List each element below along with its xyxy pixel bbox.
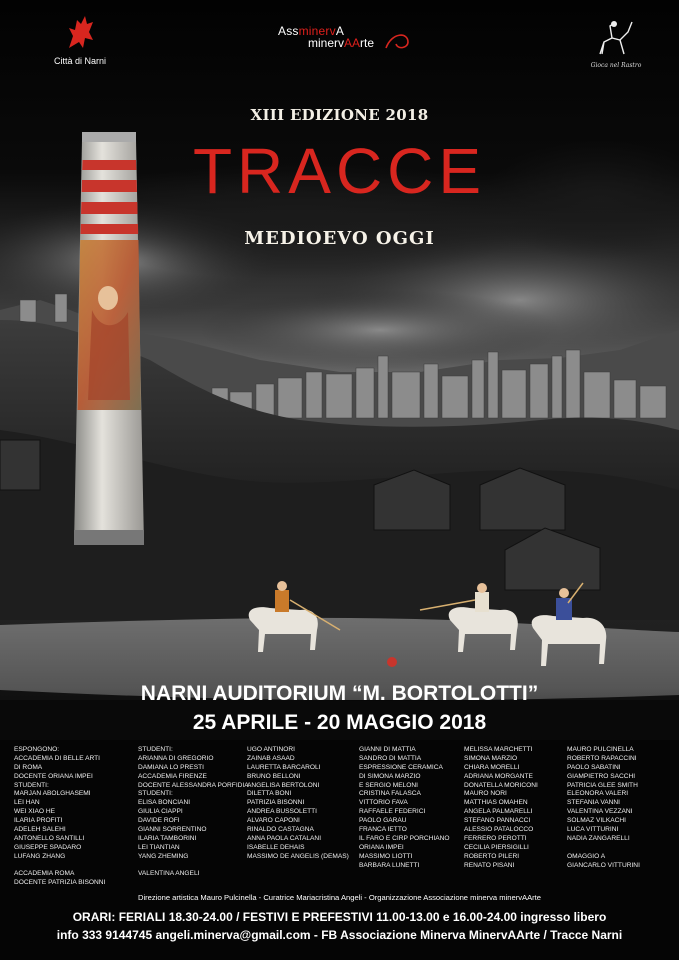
list-item: ZAINAB ASAAD [247, 754, 295, 762]
list-item: ORIANA IMPEI [359, 843, 404, 851]
logo-text-minerv-red: minerv [298, 24, 336, 38]
list-item: LUFANG ZHANG [14, 852, 66, 860]
list-item: GIUSEPPE SPADARO [14, 843, 82, 851]
list-item: SANDRO DI MATTIA [359, 754, 422, 762]
rider-sketch-icon [594, 18, 638, 58]
list-item: DOCENTE ORIANA IMPEI [14, 772, 93, 780]
list-item: DI ROMA [14, 763, 43, 771]
list-item: ISABELLE DEHAIS [247, 843, 305, 851]
list-item: LEI TIANTIAN [138, 843, 180, 851]
logo-text-ass: Ass [278, 24, 299, 38]
list-item: ACCADEMIA DI BELLE ARTI [14, 754, 100, 762]
list-item: MELISSA MARCHETTI [464, 746, 533, 753]
edition-label: XIII EDIZIONE 2018 [250, 106, 429, 124]
list-item: IL FARO E CIRP PORCHIANO [359, 834, 450, 842]
gioca-caption: Gioca nel Rastro [590, 62, 642, 69]
list-item: ANNA PAOLA CATALANI [247, 834, 322, 842]
list-item: ANTONELLO SANTILLI [14, 834, 85, 842]
list-item: ESPONGONO: [14, 746, 60, 753]
list-item: WEI XIAO HE [14, 808, 56, 816]
contact-info: info 333 9144745 angeli.minerva@gmail.com - FB Associazione Minerva MinervAArte / Tracce Narni [56, 928, 623, 942]
list-item: ADRIANA MORGANTE [464, 772, 533, 780]
list-item: CHIARA MORELLI [464, 763, 520, 771]
list-item: ARIANNA DI GREGORIO [138, 754, 214, 762]
list-item: ACCADEMIA ROMA [14, 870, 75, 878]
list-item: MASSIMO DE ANGELIS (DEMAS) [247, 852, 349, 860]
list-item: DONATELLA MORICONI [464, 781, 538, 789]
list-item: STUDENTI: [14, 781, 49, 789]
names-column-2 [138, 746, 249, 879]
list-item: OMAGGIO A [567, 852, 606, 860]
list-item: DILETTA BONI [247, 790, 292, 798]
list-item: PAOLO GARAU [359, 817, 407, 825]
list-item: GIANCARLO VITTURINI [567, 861, 640, 869]
list-item: ALVARO CAPONI [247, 817, 300, 825]
list-item: PAOLO SABATINI [567, 763, 621, 771]
list-item: MAURO NORI [464, 790, 507, 798]
list-item: STUDENTI: [138, 746, 173, 753]
list-item: GIAMPIETRO SACCHI [567, 772, 636, 780]
names-column-1 [14, 746, 105, 888]
subtitle: MEDIOEVO OGGI [244, 228, 435, 249]
list-item: RENATO PISANI [464, 861, 515, 869]
list-item: MASSIMO LIOTTI [359, 852, 413, 860]
list-item: PATRICIA GLEE SMITH [567, 781, 638, 789]
list-item: ANDREA BUSSOLETTI [247, 808, 317, 816]
list-item: PATRIZIA BISONNI [247, 799, 305, 807]
list-item: DI SIMONA MARZIO [359, 772, 421, 780]
list-item: MATTHIAS OMAHEN [464, 799, 528, 807]
list-item: ROBERTO RAPACCINI [567, 754, 637, 762]
list-item: GIANNI DI MATTIA [359, 746, 416, 753]
list-item: BRUNO BELLONI [247, 772, 301, 780]
list-item [14, 862, 105, 871]
list-item: FRANCA IETTO [359, 826, 407, 834]
list-item: SIMONA MARZIO [464, 754, 518, 762]
credits-line: Direzione artistica Mauro Pulcinella - Curatrice Mariacristina Angeli - Organizzazione Associazione minerva minervAArte [137, 893, 542, 902]
logo-text-a: A [335, 24, 345, 38]
list-item: RINALDO CASTAGNA [247, 826, 314, 834]
list-item: ELEONORA VALERI [567, 790, 629, 798]
list-item: ADELEH SALEHI [14, 826, 66, 834]
list-item: ILARIA TAMBORINI [138, 834, 197, 842]
list-item: STEFANO PANNACCI [464, 817, 531, 825]
list-item: ESPRESSIONE CERAMICA [359, 763, 443, 771]
list-item: ALESSIO PATALOCCO [464, 826, 534, 834]
list-item: SOLMAZ VILKACHI [567, 817, 626, 825]
griffin-icon [65, 14, 95, 50]
list-item: MARJAN ABOLGHASEMI [14, 790, 91, 798]
list-item: GIULIA CIAPPI [138, 808, 183, 816]
list-item: CRISTINA FALASCA [359, 790, 421, 798]
list-item: DAMIANA LO PRESTI [138, 763, 204, 771]
list-item: STUDENTI: [138, 790, 173, 798]
names-column-4 [359, 746, 450, 870]
list-item: DAVIDE ROFI [138, 817, 180, 825]
list-item: YANG ZHEMING [138, 852, 189, 860]
names-column-6 [567, 746, 640, 870]
minerva-arte-logo [270, 24, 420, 64]
citta-di-narni-logo [40, 14, 120, 66]
list-item: VALENTINA ANGELI [138, 870, 200, 878]
logo-text-minerv: minerv [308, 36, 345, 50]
list-item: DOCENTE ALESSANDRA PORFIDIA [138, 781, 249, 789]
list-item: DOCENTE PATRIZIA BISONNI [14, 879, 106, 887]
names-column-5 [464, 746, 538, 870]
list-item: ILARIA PROFITI [14, 817, 63, 825]
list-item: UGO ANTINORI [247, 746, 295, 753]
names-column-3 [247, 746, 349, 862]
list-item: ANGELISA BERTOLONI [247, 781, 320, 789]
gioca-logo [588, 18, 644, 69]
logo-text-aa-red: AA [344, 36, 361, 50]
list-item: BARBARA LUNETTI [359, 861, 420, 869]
swirl-icon [382, 28, 412, 52]
list-item: ELISA BONCIANI [138, 799, 191, 807]
citta-di-narni-caption: Città di Narni [53, 56, 107, 66]
list-item [138, 862, 249, 871]
list-item: FERRERO PEROTTI [464, 834, 527, 842]
list-item: STEFANIA VANNI [567, 799, 621, 807]
list-item: VITTORIO FAVA [359, 799, 408, 807]
opening-hours: ORARI: FERIALI 18.30-24.00 / FESTIVI E PREFESTIVI 11.00-13.00 e 16.00-24.00 ingresso libero [72, 910, 607, 924]
list-item: LAURETTA BARCAROLI [247, 763, 321, 771]
list-item: MAURO PULCINELLA [567, 746, 634, 753]
logo-text-rte: rte [360, 36, 375, 50]
list-item: GIANNI SORRENTINO [138, 826, 207, 834]
list-item [567, 844, 640, 853]
venue: NARNI AUDITORIUM “M. BORTOLOTTI” [140, 682, 539, 705]
list-item: CECILIA PIERSIGILLI [464, 843, 529, 851]
list-item: RAFFAELE FEDERICI [359, 808, 426, 816]
list-item: ACCADEMIA FIRENZE [138, 772, 207, 780]
event-dates: 25 APRILE - 20 MAGGIO 2018 [192, 711, 487, 734]
page-title: TRACCE [192, 135, 487, 207]
list-item: LEI HAN [14, 799, 40, 807]
list-item: NADIA ZANGARELLI [567, 834, 630, 842]
list-item: VALENTINA VEZZANI [567, 808, 633, 816]
list-item: LUCA VITTURINI [567, 826, 619, 834]
list-item: E SERGIO MELONI [359, 781, 418, 789]
list-item: ROBERTO PILERI [464, 852, 520, 860]
list-item: ANGELA PALMARELLI [464, 808, 533, 816]
